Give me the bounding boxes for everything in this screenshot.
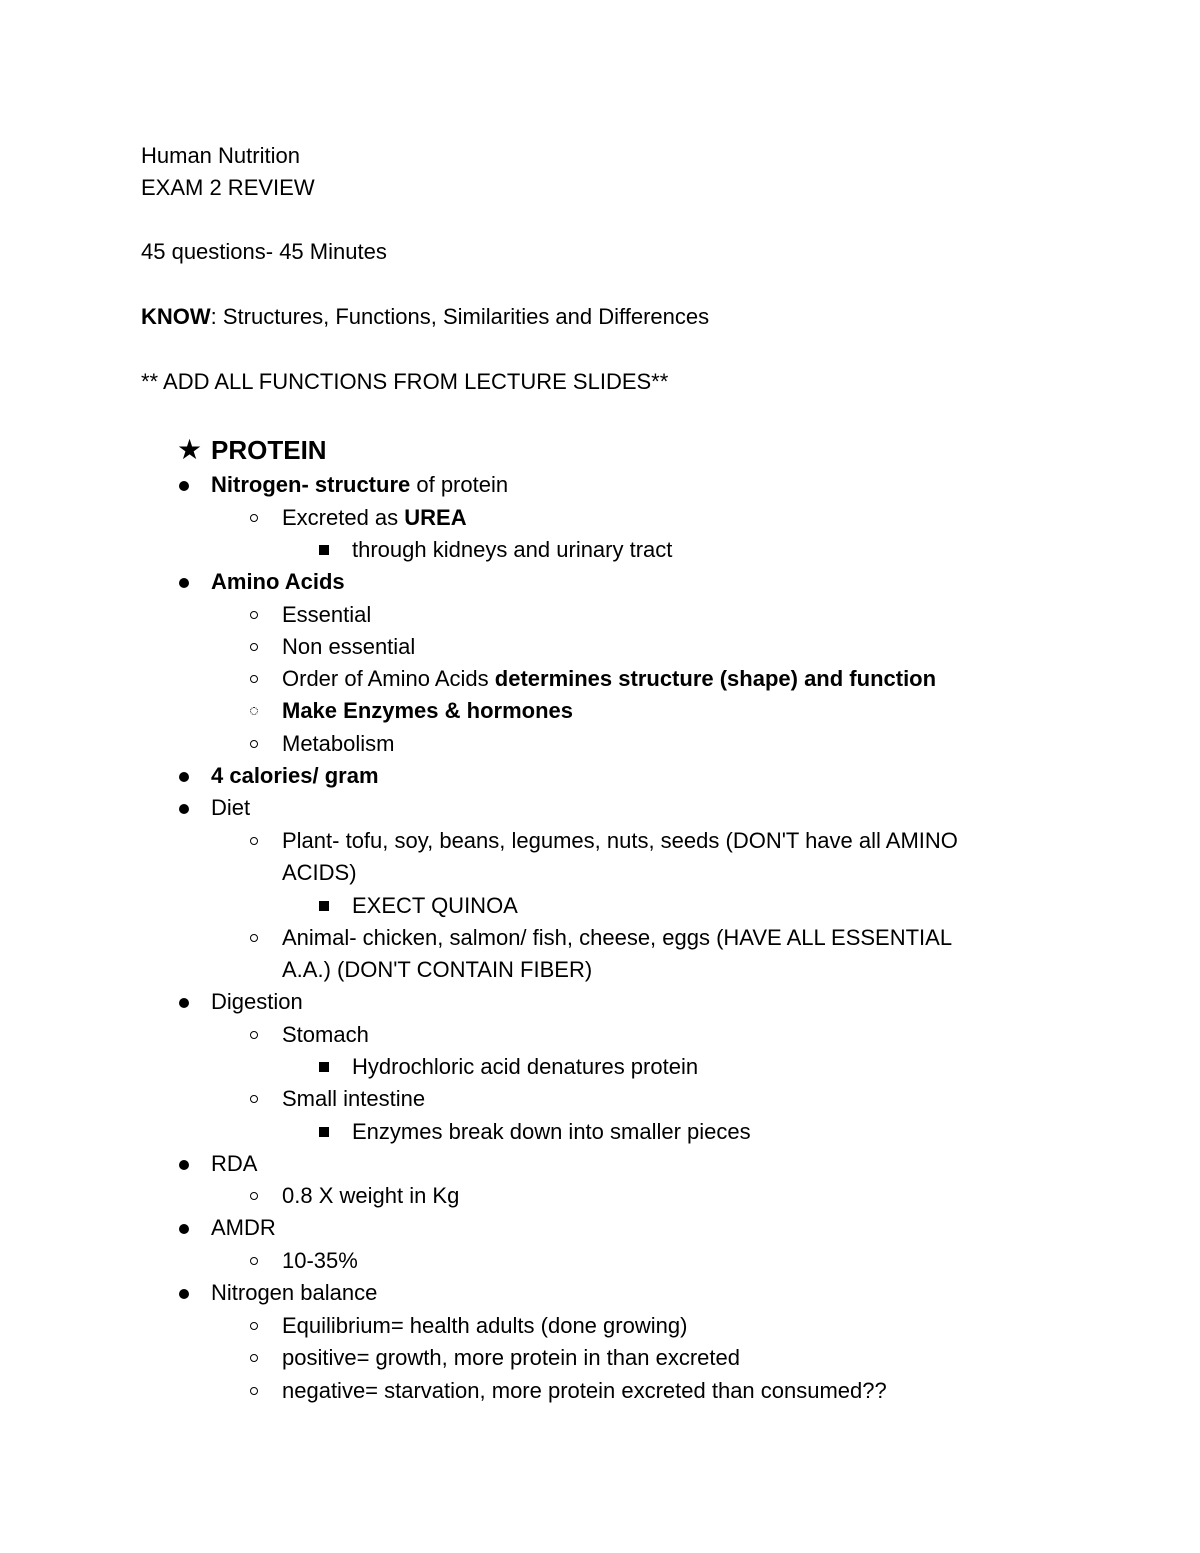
list-item-exception: EXECT QUINOA — [352, 893, 518, 918]
list-item-metabolism: Metabolism — [282, 731, 395, 756]
list-item-stomach-detail: Hydrochloric acid denatures protein — [352, 1054, 699, 1079]
bullet-circle-icon — [250, 1387, 258, 1395]
lecture-note: ** ADD ALL FUNCTIONS FROM LECTURE SLIDES** — [141, 369, 669, 394]
bullet-square-icon — [319, 545, 329, 555]
bullet-circle-dotted-icon — [250, 707, 258, 715]
list-item-order — [282, 663, 936, 695]
bullet-circle-icon — [250, 1257, 258, 1265]
list-item-nitrogen-balance: Nitrogen balance — [211, 1280, 378, 1305]
bullet-disc-icon — [179, 1224, 189, 1234]
list-item-enzymes: Make Enzymes & hormones — [282, 698, 573, 723]
list-item-amdr-value: 10-35% — [282, 1248, 358, 1273]
list-item-animal: Animal- chicken, salmon/ fish, cheese, eggs (HAVE ALL ESSENTIAL — [282, 925, 953, 950]
exam-title: EXAM 2 REVIEW — [141, 175, 315, 200]
nitrogen-label: Nitrogen- structure — [211, 472, 411, 497]
list-item-essential: Essential — [282, 602, 372, 627]
list-item-plant-cont: ACIDS) — [282, 860, 357, 885]
list-item-calories: 4 calories/ gram — [211, 763, 379, 788]
list-item-rda-value: 0.8 X weight in Kg — [282, 1183, 460, 1208]
bullet-disc-icon — [179, 998, 189, 1008]
list-item-digestion: Digestion — [211, 989, 303, 1014]
bullet-disc-icon — [179, 1289, 189, 1299]
list-item-animal-cont: A.A.) (DON'T CONTAIN FIBER) — [282, 957, 593, 982]
bullet-disc-icon — [179, 481, 189, 491]
list-item-stomach: Stomach — [282, 1022, 369, 1047]
list-item-negative: negative= starvation, more protein excreted than consumed?? — [282, 1378, 887, 1403]
bullet-circle-icon — [250, 675, 258, 683]
list-item-rda: RDA — [211, 1151, 258, 1176]
order-text: Order of Amino Acids — [282, 666, 495, 691]
list-item-excreted — [282, 502, 467, 534]
order-bold-text: determines structure (shape) and function — [494, 666, 937, 691]
list-item-equilibrium: Equilibrium= health adults (done growing) — [282, 1313, 688, 1338]
bullet-circle-icon — [250, 837, 258, 845]
list-item-through: through kidneys and urinary tract — [352, 537, 673, 562]
list-item-small-intestine-detail: Enzymes break down into smaller pieces — [352, 1119, 751, 1144]
know-line — [141, 301, 709, 333]
bullet-circle-icon — [250, 643, 258, 651]
bullet-circle-icon — [250, 1322, 258, 1330]
list-item-small-intestine: Small intestine — [282, 1086, 426, 1111]
bullet-circle-icon — [250, 740, 258, 748]
bullet-circle-icon — [250, 514, 258, 522]
list-item-nitrogen — [211, 469, 508, 501]
star-icon: ★ — [177, 434, 203, 465]
exam-format: 45 questions- 45 Minutes — [141, 239, 387, 264]
bullet-circle-icon — [250, 1095, 258, 1103]
bullet-square-icon — [319, 1062, 329, 1072]
bullet-disc-icon — [179, 772, 189, 782]
bullet-disc-icon — [179, 578, 189, 588]
excreted-text: Excreted as — [282, 505, 405, 530]
list-item-positive: positive= growth, more protein in than excreted — [282, 1345, 740, 1370]
know-text: : Structures, Functions, Similarities and Differences — [210, 304, 710, 329]
know-label: KNOW — [141, 304, 211, 329]
nitrogen-rest: of protein — [410, 472, 509, 497]
bullet-square-icon — [319, 1127, 329, 1137]
bullet-disc-icon — [179, 804, 189, 814]
bullet-circle-icon — [250, 934, 258, 942]
list-item-diet: Diet — [211, 795, 251, 820]
section-heading: PROTEIN — [211, 435, 327, 465]
course-title: Human Nutrition — [141, 143, 300, 168]
bullet-circle-icon — [250, 611, 258, 619]
bullet-disc-icon — [179, 1160, 189, 1170]
list-item-amdr: AMDR — [211, 1215, 276, 1240]
list-item-non-essential: Non essential — [282, 634, 416, 659]
list-item-amino-acids: Amino Acids — [211, 569, 345, 594]
bullet-circle-icon — [250, 1354, 258, 1362]
list-item-plant: Plant- tofu, soy, beans, legumes, nuts, seeds (DON'T have all AMINO — [282, 828, 958, 853]
urea-label: UREA — [404, 505, 467, 530]
bullet-circle-icon — [250, 1031, 258, 1039]
bullet-circle-icon — [250, 1192, 258, 1200]
bullet-square-icon — [319, 901, 329, 911]
